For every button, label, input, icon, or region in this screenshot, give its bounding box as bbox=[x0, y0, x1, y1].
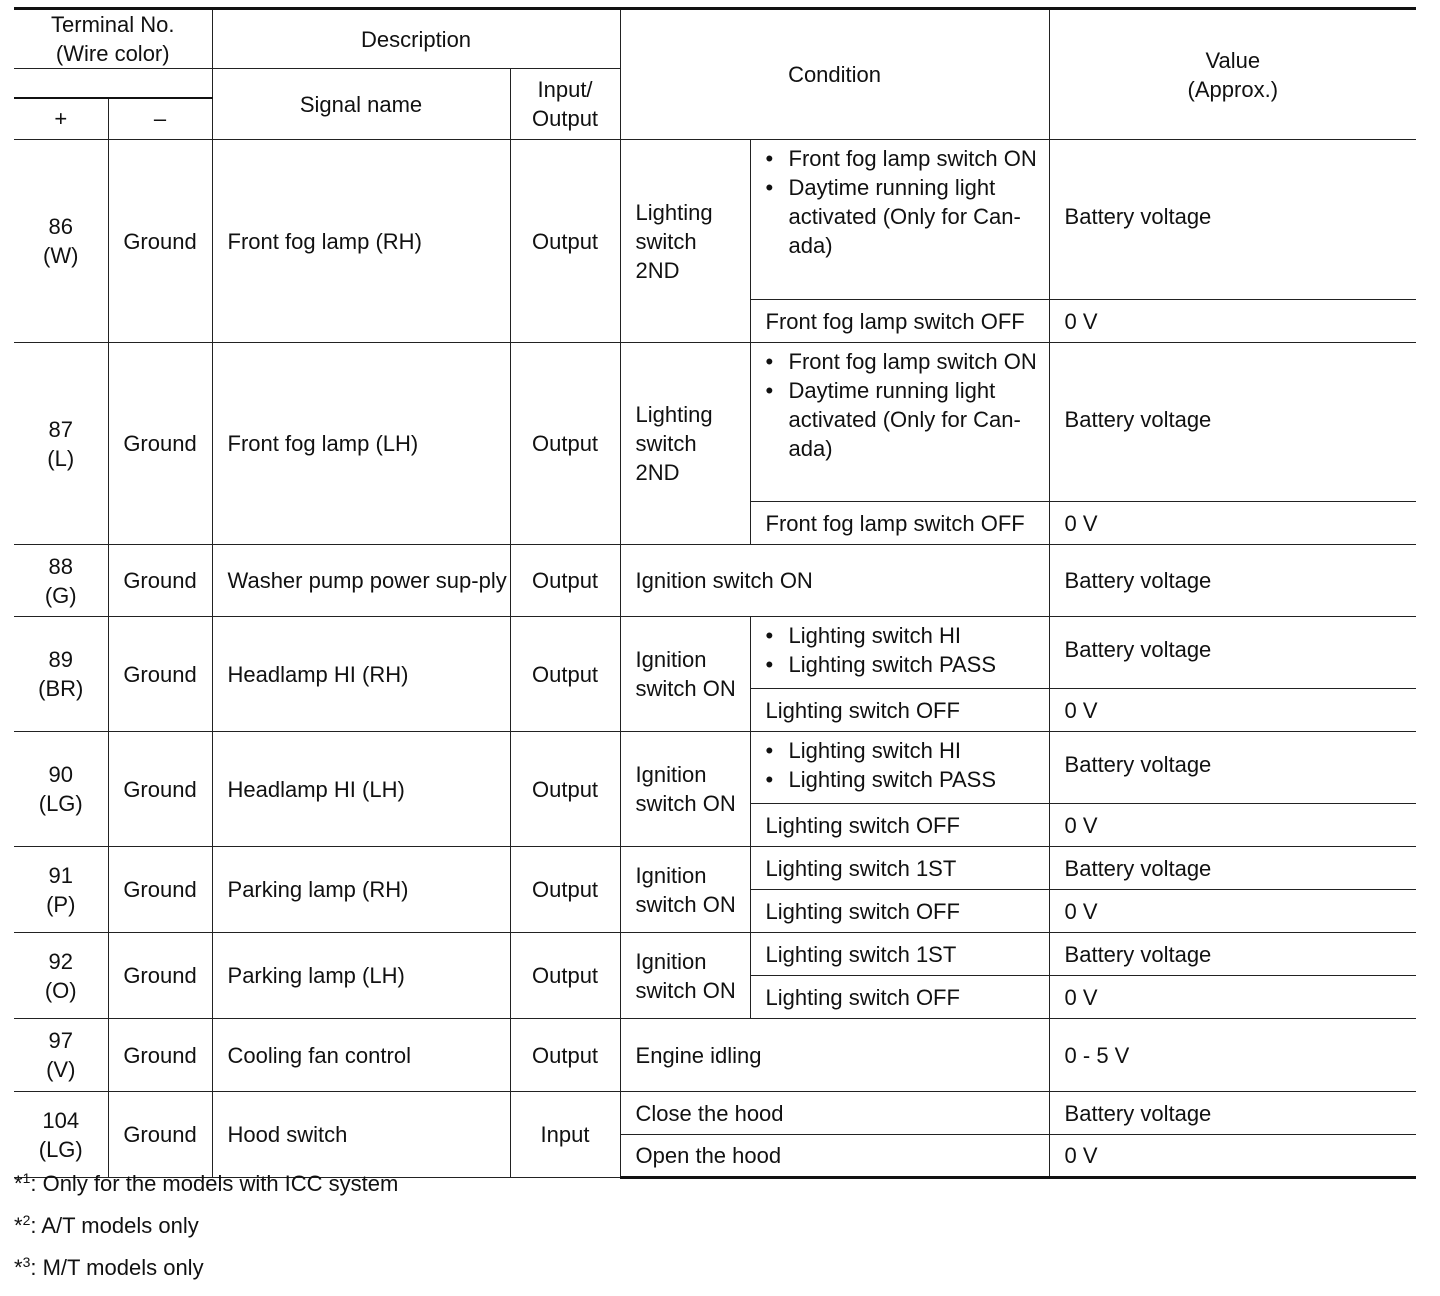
condition-full: Open the hood bbox=[620, 1135, 1049, 1178]
bullet-item: • Lighting switch PASS bbox=[766, 765, 1049, 794]
terminal-number: 91 bbox=[48, 862, 73, 888]
condition-line: switch ON bbox=[635, 676, 736, 701]
bullet-item: • Lighting switch PASS bbox=[766, 650, 1049, 679]
condition-line: switch ON bbox=[635, 891, 736, 917]
wire-color: (P) bbox=[46, 891, 76, 917]
condition-full: Close the hood bbox=[620, 1092, 1049, 1135]
value-cell: 0 V bbox=[1049, 1135, 1416, 1178]
bullet-item: • Daytime running light activated (Only for Can-ada) bbox=[766, 376, 1049, 463]
footnote-sup: 1 bbox=[22, 1170, 31, 1186]
input-output: Output bbox=[510, 933, 620, 1019]
terminal-number: 87 bbox=[48, 416, 73, 442]
terminal-number: 89 bbox=[48, 647, 73, 672]
minus-terminal: Ground bbox=[108, 1019, 212, 1092]
header-terminal-no-label: Terminal No. bbox=[51, 12, 175, 37]
wire-color: (LG) bbox=[38, 791, 83, 816]
wire-color: (L) bbox=[47, 445, 75, 471]
condition-sub: Lighting switch OFF bbox=[750, 689, 1049, 732]
condition-sub: Lighting switch 1ST bbox=[750, 933, 1049, 976]
condition-sub bbox=[750, 732, 1049, 804]
value-cell: 0 V bbox=[1049, 976, 1416, 1019]
value-cell: Battery voltage bbox=[1049, 1092, 1416, 1135]
value-cell: 0 - 5 V bbox=[1049, 1019, 1416, 1092]
terminal-number: 97 bbox=[48, 1028, 73, 1053]
terminal-number: 86 bbox=[48, 214, 73, 239]
condition-line: switch bbox=[635, 228, 697, 254]
condition-full: Engine idling bbox=[620, 1019, 1049, 1092]
header-condition: Condition bbox=[620, 9, 1049, 140]
minus-terminal: Ground bbox=[108, 140, 212, 343]
terminal-cell bbox=[14, 140, 108, 343]
header-minus: – bbox=[108, 98, 212, 140]
footnote-sup: 2 bbox=[22, 1212, 31, 1228]
signal-name: Hood switch bbox=[212, 1092, 510, 1178]
condition-full: Ignition switch ON bbox=[620, 545, 1049, 617]
condition-line: 2ND bbox=[635, 460, 680, 485]
minus-terminal: Ground bbox=[108, 732, 212, 847]
value-cell: 0 V bbox=[1049, 300, 1416, 343]
condition-sub: Front fog lamp switch OFF bbox=[750, 502, 1049, 545]
condition-bullets bbox=[766, 621, 1049, 679]
condition-line: switch bbox=[635, 431, 697, 456]
terminal-number: 92 bbox=[48, 948, 73, 974]
header-value bbox=[1049, 9, 1416, 140]
footnotes bbox=[14, 1168, 398, 1294]
condition-line: 2ND bbox=[635, 257, 680, 283]
condition-bullets bbox=[766, 347, 1049, 463]
header-signal-name: Signal name bbox=[212, 69, 510, 140]
condition-sub: Lighting switch OFF bbox=[750, 976, 1049, 1019]
condition-line: Ignition bbox=[635, 948, 707, 974]
condition-line: switch ON bbox=[635, 977, 736, 1003]
input-output: Output bbox=[510, 343, 620, 545]
header-input-label: Input/ bbox=[537, 77, 593, 102]
header-terminal-no bbox=[14, 9, 212, 69]
value-cell: 0 V bbox=[1049, 804, 1416, 847]
condition-bullets bbox=[766, 736, 1049, 794]
signal-name: Parking lamp (LH) bbox=[212, 933, 510, 1019]
value-cell: Battery voltage bbox=[1049, 545, 1416, 617]
input-output: Output bbox=[510, 140, 620, 343]
input-output: Output bbox=[510, 617, 620, 732]
signal-name: Front fog lamp (RH) bbox=[212, 140, 510, 343]
footnote bbox=[14, 1210, 398, 1252]
condition-line: switch ON bbox=[635, 791, 736, 816]
condition-main bbox=[620, 933, 750, 1019]
header-output-label: Output bbox=[532, 106, 599, 131]
footnote bbox=[14, 1168, 398, 1210]
footnote-text: : M/T models only bbox=[30, 1255, 204, 1280]
wire-color: (G) bbox=[44, 582, 77, 608]
condition-sub: Lighting switch OFF bbox=[750, 890, 1049, 933]
condition-sub: Lighting switch OFF bbox=[750, 804, 1049, 847]
input-output: Output bbox=[510, 1019, 620, 1092]
footnote-mark: * bbox=[14, 1213, 23, 1238]
footnote bbox=[14, 1252, 398, 1294]
condition-line: Lighting bbox=[635, 199, 713, 225]
wire-color: (BR) bbox=[38, 676, 84, 701]
value-cell: 0 V bbox=[1049, 502, 1416, 545]
footnote-text: : Only for the models with ICC system bbox=[30, 1171, 399, 1196]
terminal-cell bbox=[14, 343, 108, 545]
header-terminal-spacer bbox=[14, 69, 212, 98]
value-cell: Battery voltage bbox=[1049, 933, 1416, 976]
condition-sub: Front fog lamp switch OFF bbox=[750, 300, 1049, 343]
condition-sub bbox=[750, 343, 1049, 502]
terminal-cell bbox=[14, 1019, 108, 1092]
footnote-sup: 3 bbox=[22, 1254, 31, 1270]
signal-name: Headlamp HI (LH) bbox=[212, 732, 510, 847]
value-cell: Battery voltage bbox=[1049, 732, 1416, 804]
signal-name: Parking lamp (RH) bbox=[212, 847, 510, 933]
footnote-text: : A/T models only bbox=[30, 1213, 199, 1238]
header-input-output bbox=[510, 69, 620, 140]
terminal-cell bbox=[14, 933, 108, 1019]
terminal-cell bbox=[14, 1092, 108, 1178]
condition-line: Ignition bbox=[635, 762, 707, 787]
condition-line: Ignition bbox=[635, 647, 707, 672]
value-cell: Battery voltage bbox=[1049, 617, 1416, 689]
input-output: Output bbox=[510, 847, 620, 933]
condition-bullets bbox=[766, 144, 1049, 260]
terminal-number: 90 bbox=[48, 762, 73, 787]
minus-terminal: Ground bbox=[108, 847, 212, 933]
condition-sub: Lighting switch 1ST bbox=[750, 847, 1049, 890]
terminal-cell bbox=[14, 847, 108, 933]
minus-terminal: Ground bbox=[108, 1092, 212, 1178]
minus-terminal: Ground bbox=[108, 933, 212, 1019]
wire-color: (W) bbox=[43, 243, 79, 268]
input-output: Output bbox=[510, 732, 620, 847]
minus-terminal: Ground bbox=[108, 343, 212, 545]
condition-line: Ignition bbox=[635, 862, 707, 888]
input-output: Input bbox=[510, 1092, 620, 1178]
condition-sub bbox=[750, 617, 1049, 689]
condition-main bbox=[620, 732, 750, 847]
condition-main bbox=[620, 343, 750, 545]
condition-sub bbox=[750, 140, 1049, 300]
terminal-number: 104 bbox=[42, 1107, 80, 1133]
minus-terminal: Ground bbox=[108, 545, 212, 617]
condition-line: Lighting bbox=[635, 402, 713, 427]
condition-main bbox=[620, 847, 750, 933]
value-cell: Battery voltage bbox=[1049, 343, 1416, 502]
value-cell: 0 V bbox=[1049, 890, 1416, 933]
wire-color: (LG) bbox=[38, 1136, 83, 1162]
minus-terminal: Ground bbox=[108, 617, 212, 732]
bullet-item: • Lighting switch HI bbox=[766, 736, 1049, 765]
value-cell: Battery voltage bbox=[1049, 140, 1416, 300]
condition-main bbox=[620, 140, 750, 343]
terminal-cell bbox=[14, 617, 108, 732]
signal-name: Cooling fan control bbox=[212, 1019, 510, 1092]
header-wire-color-label: (Wire color) bbox=[55, 41, 170, 66]
header-description: Description bbox=[212, 9, 620, 69]
wire-color: (V) bbox=[46, 1057, 76, 1082]
header-value-label: Value bbox=[1205, 47, 1261, 73]
signal-name: Washer pump power sup-ply bbox=[212, 545, 510, 617]
header-approx-label: (Approx.) bbox=[1187, 76, 1279, 102]
terminal-number: 88 bbox=[48, 553, 73, 579]
input-output: Output bbox=[510, 545, 620, 617]
value-cell: Battery voltage bbox=[1049, 847, 1416, 890]
terminal-cell bbox=[14, 545, 108, 617]
bullet-item: • Front fog lamp switch ON bbox=[766, 144, 1049, 173]
bullet-item: • Lighting switch HI bbox=[766, 621, 1049, 650]
signal-name: Headlamp HI (RH) bbox=[212, 617, 510, 732]
footnote-mark: * bbox=[14, 1171, 23, 1196]
value-cell: 0 V bbox=[1049, 689, 1416, 732]
terminal-table bbox=[14, 7, 1416, 1179]
bullet-item: • Front fog lamp switch ON bbox=[766, 347, 1049, 376]
footnote-mark: * bbox=[14, 1255, 23, 1280]
header-plus: + bbox=[14, 98, 108, 140]
bullet-item: • Daytime running light activated (Only for Can-ada) bbox=[766, 173, 1049, 260]
signal-name: Front fog lamp (LH) bbox=[212, 343, 510, 545]
wire-color: (O) bbox=[44, 977, 77, 1003]
terminal-cell bbox=[14, 732, 108, 847]
condition-main bbox=[620, 617, 750, 732]
